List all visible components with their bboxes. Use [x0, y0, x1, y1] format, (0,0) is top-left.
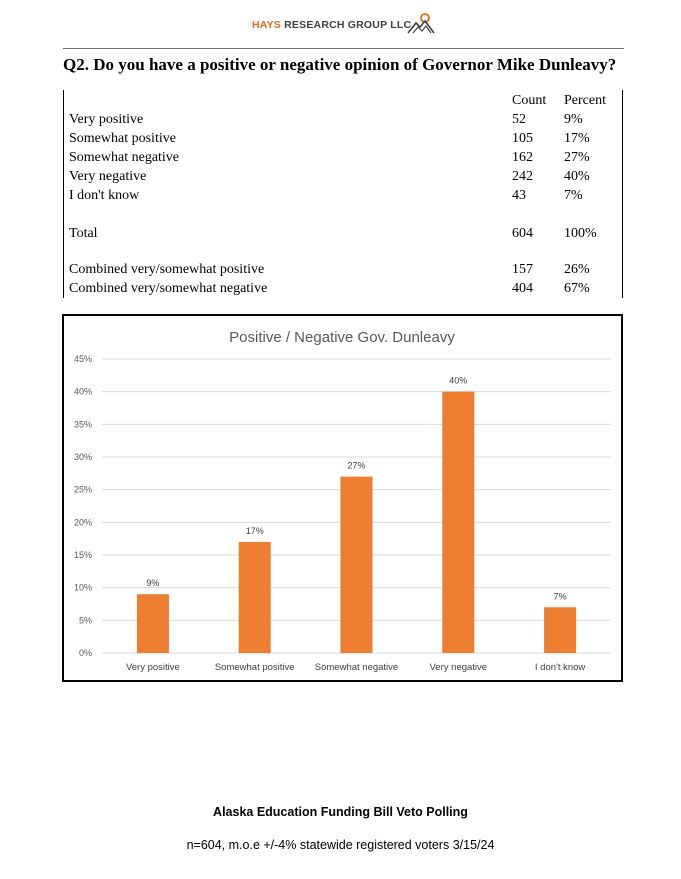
- report-header: [0, 12, 681, 36]
- combined-row: [63, 281, 623, 299]
- row-count: 162: [512, 150, 533, 165]
- column-header-percent: Percent: [564, 93, 606, 108]
- x-tick-label: Very negative: [429, 662, 488, 673]
- table-row: [63, 188, 623, 206]
- row-percent: 7%: [564, 188, 583, 203]
- row-percent: 17%: [564, 131, 590, 146]
- combined-count: 157: [512, 262, 533, 277]
- row-count: 52: [512, 112, 526, 127]
- brand-accent: HAYS: [252, 19, 282, 31]
- combined-percent: 26%: [564, 262, 590, 277]
- footer-subtitle: n=604, m.o.e +/-4% statewide registered voters 3/15/24: [186, 838, 495, 852]
- data-label: 9%: [146, 578, 160, 589]
- x-axis-ticks: [126, 662, 585, 673]
- combined-count: 404: [512, 281, 533, 296]
- data-label: 40%: [449, 375, 468, 386]
- y-tick-label: 20%: [73, 517, 92, 528]
- x-tick-label: I don't know: [534, 662, 586, 673]
- chart-canvas: [64, 316, 621, 680]
- y-tick-label: 30%: [73, 452, 92, 462]
- y-tick-label: 5%: [78, 615, 92, 626]
- row-percent: 40%: [564, 169, 590, 184]
- row-label: Very positive: [69, 112, 144, 127]
- row-count: 242: [512, 169, 533, 184]
- chart-title: Positive / Negative Gov. Dunleavy: [229, 329, 455, 346]
- y-tick-label: 25%: [73, 484, 92, 495]
- bar-chart: [62, 314, 623, 682]
- row-count: 105: [512, 131, 533, 146]
- bar: [442, 392, 474, 653]
- y-tick-label: 0%: [78, 648, 92, 658]
- y-tick-label: 10%: [73, 582, 92, 593]
- row-label: Somewhat positive: [69, 131, 176, 146]
- y-tick-label: 15%: [73, 550, 92, 560]
- bar: [137, 594, 169, 653]
- row-label: Somewhat negative: [69, 150, 180, 165]
- combined-row: [63, 262, 623, 280]
- bar: [239, 542, 271, 653]
- y-axis-ticks: [74, 354, 92, 658]
- table-row: [63, 150, 623, 168]
- row-label: Very negative: [69, 169, 147, 184]
- y-tick-label: 40%: [73, 386, 92, 397]
- y-tick-label: 35%: [73, 419, 92, 430]
- combined-percent: 67%: [564, 281, 590, 296]
- bar: [341, 477, 373, 653]
- row-label: I don't know: [69, 188, 140, 203]
- question-title: Q2. Do you have a positive or negative opinion of Governor Mike Dunleavy?: [63, 55, 617, 74]
- header-rule: [63, 48, 624, 49]
- row-percent: 27%: [564, 150, 590, 165]
- y-tick-label: 45%: [73, 354, 92, 364]
- x-tick-label: Somewhat negative: [314, 662, 399, 673]
- combined-label: Combined very/somewhat negative: [69, 281, 268, 296]
- table-row: [63, 169, 623, 187]
- table-row: [63, 131, 623, 149]
- row-percent: 9%: [564, 112, 583, 127]
- row-count: 43: [512, 188, 526, 203]
- column-header-count: Count: [512, 93, 547, 108]
- total-row: [63, 226, 623, 244]
- bar: [544, 607, 576, 653]
- mountain-sun-logo: [407, 12, 435, 34]
- combined-label: Combined very/somewhat positive: [69, 262, 265, 277]
- table-row: [63, 112, 623, 130]
- total-percent: 100%: [564, 226, 597, 241]
- data-label: 7%: [553, 591, 567, 602]
- data-label: 27%: [347, 460, 366, 471]
- data-label: 17%: [245, 525, 264, 536]
- footer-title: Alaska Education Funding Bill Veto Polling: [213, 805, 468, 819]
- x-tick-label: Very positive: [125, 662, 180, 673]
- brand-rest: RESEARCH GROUP LLC: [284, 19, 412, 31]
- brand-name: [252, 19, 411, 31]
- x-tick-label: Somewhat positive: [214, 662, 295, 673]
- results-table: [63, 88, 623, 298]
- total-label: Total: [69, 226, 98, 241]
- total-count: 604: [512, 226, 533, 241]
